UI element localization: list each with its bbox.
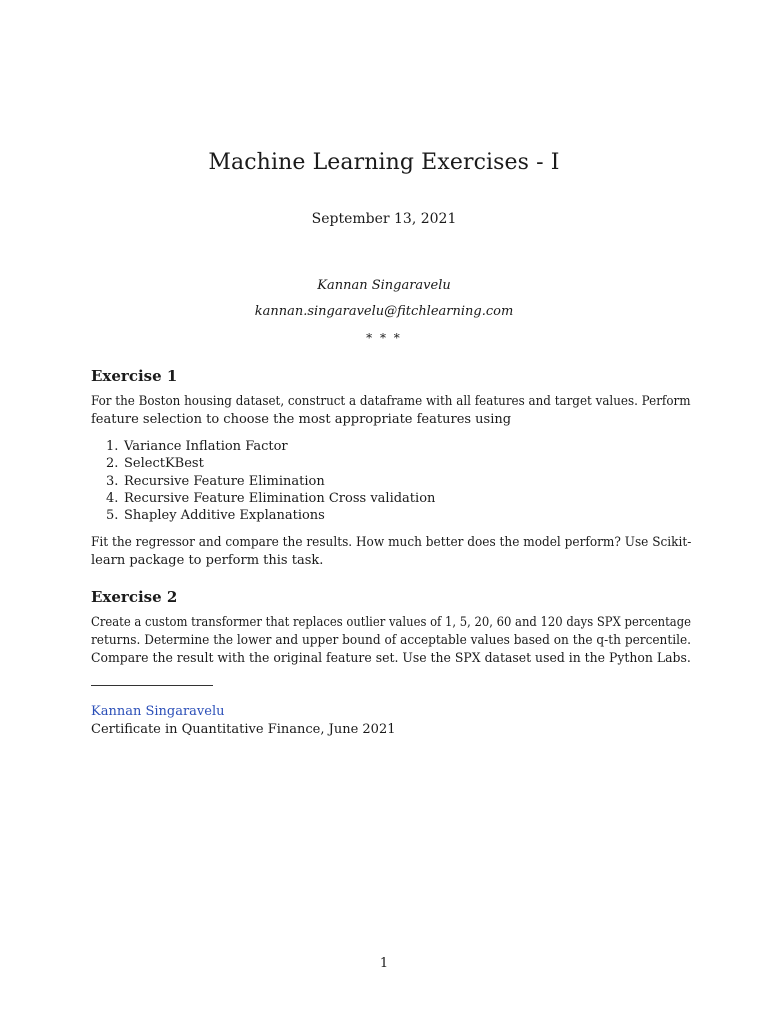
paragraph-line: Create a custom transformer that replaces outlier values of 1, 5, 20, 60 and 120 days SPX percentage [91, 615, 692, 630]
certificate-line: Certificate in Quantitative Finance, June 2021 [91, 722, 396, 737]
paragraph-line: feature selection to choose the most appropriate features using [91, 412, 512, 427]
author-name: Kannan Singaravelu [317, 278, 451, 293]
section-separator: * * * [366, 331, 402, 345]
author-link[interactable]: Kannan Singaravelu [91, 704, 225, 719]
exercise-2-heading: Exercise 2 [91, 588, 178, 606]
paragraph-line: Compare the result with the original feature set. Use the SPX dataset used in the Python Labs. [91, 651, 691, 666]
exercise-1-intro [91, 393, 691, 429]
list-item: 2. SelectKBest [106, 456, 204, 472]
paragraph-line: For the Boston housing dataset, construct a dataframe with all features and target values. Perform [91, 394, 691, 409]
paragraph-line: Fit the regressor and compare the results. How much better does the model perform? Use Scikit- [91, 535, 692, 550]
list-item: 3. Recursive Feature Elimination [106, 473, 325, 489]
list-item: 4. Recursive Feature Elimination Cross validation [106, 490, 436, 506]
list-item: 5. Shapley Additive Explanations [106, 508, 325, 524]
exercise-1-heading: Exercise 1 [91, 367, 178, 385]
paragraph-line: learn package to perform this task. [91, 553, 324, 568]
page-number: 1 [379, 956, 389, 971]
document-title: Machine Learning Exercises - I [208, 150, 560, 175]
list-item: 1. Variance Inflation Factor [106, 439, 288, 454]
feature-selection-list [106, 438, 435, 524]
author-email: kannan.singaravelu@fitchlearning.com [254, 304, 514, 319]
exercise-2-body [91, 614, 691, 668]
footnote-rule [91, 685, 213, 686]
exercise-1-outro [91, 534, 691, 570]
document-date: September 13, 2021 [311, 211, 457, 227]
paragraph-line: returns. Determine the lower and upper bound of acceptable values based on the q-th percentile. [91, 633, 692, 648]
